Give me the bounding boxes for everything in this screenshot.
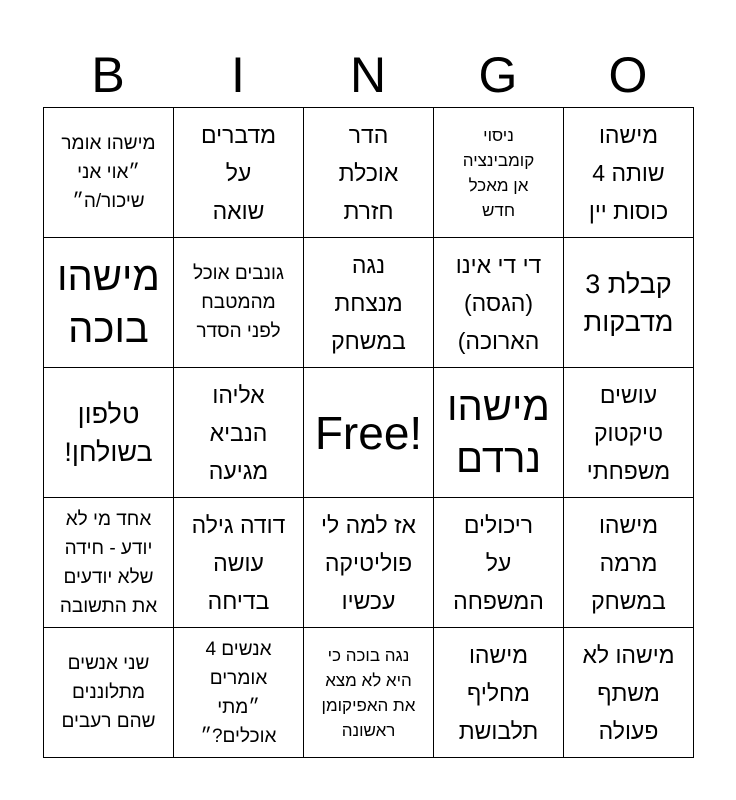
bingo-cell-free[interactable]: Free! [304, 368, 434, 498]
bingo-cell-r2-c5[interactable]: קבלת 3 מדבקות [564, 238, 694, 368]
bingo-cell-r1-c5[interactable]: מישהו שותה 4 כוסות יין [564, 108, 694, 238]
header-letter-n: N [349, 47, 387, 103]
bingo-cell-r1-c3[interactable]: הדר אוכלת חזרת [304, 108, 434, 238]
bingo-cell-r2-c3[interactable]: נגה מנצחת במשחק [304, 238, 434, 368]
bingo-cell-r2-c1[interactable]: מישהו בוכה [44, 238, 174, 368]
bingo-cell-r3-c1[interactable]: טלפון בשולחן! [44, 368, 174, 498]
bingo-cell-r3-c2[interactable]: אליהו הנביא מגיעה [174, 368, 304, 498]
bingo-cell-r4-c3[interactable]: אז למה לי פוליטיקה עכשיו [304, 498, 434, 628]
bingo-cell-r4-c4[interactable]: ריכולים על המשפחה [434, 498, 564, 628]
bingo-cell-r5-c4[interactable]: מישהו מחליף תלבושת [434, 628, 564, 758]
bingo-header [43, 40, 693, 110]
header-letter-o: O [608, 47, 648, 103]
bingo-cell-r1-c1[interactable]: מישהו אומר ״אוי אני שיכור/ה״ [44, 108, 174, 238]
bingo-cell-r1-c2[interactable]: מדברים על שואה [174, 108, 304, 238]
bingo-grid [43, 107, 694, 758]
bingo-cell-r4-c5[interactable]: מישהו מרמה במשחק [564, 498, 694, 628]
bingo-cell-r2-c4[interactable]: די די אינו (הגסה) הארוכה) [434, 238, 564, 368]
bingo-cell-r3-c5[interactable]: עושים טיקטוק משפחתי [564, 368, 694, 498]
bingo-cell-r1-c4[interactable]: ניסוי קומבינציה אן מאכל חדש [434, 108, 564, 238]
header-letter-b: B [91, 47, 125, 103]
bingo-cell-r5-c1[interactable]: שני אנשים מתלוננים שהם רעבים [44, 628, 174, 758]
bingo-cell-r5-c5[interactable]: מישהו לא משתף פעולה [564, 628, 694, 758]
bingo-cell-r5-c3[interactable]: נגה בוכה כי היא לא מצא את האפיקומן ראשונה [304, 628, 434, 758]
header-letter-g: G [478, 47, 518, 103]
bingo-cell-r2-c2[interactable]: גונבים אוכל מהמטבח לפני הסדר [174, 238, 304, 368]
bingo-cell-r5-c2[interactable]: אנשים 4 אומרים ״מתי אוכלים?״ [174, 628, 304, 758]
bingo-cell-r3-c4[interactable]: מישהו נרדם [434, 368, 564, 498]
bingo-cell-r4-c2[interactable]: דודה גילה עושה בדיחה [174, 498, 304, 628]
bingo-cell-r4-c1[interactable]: אחד מי לא יודע - חידה שלא יודעים את התשובה [44, 498, 174, 628]
header-letter-i: I [231, 47, 245, 103]
